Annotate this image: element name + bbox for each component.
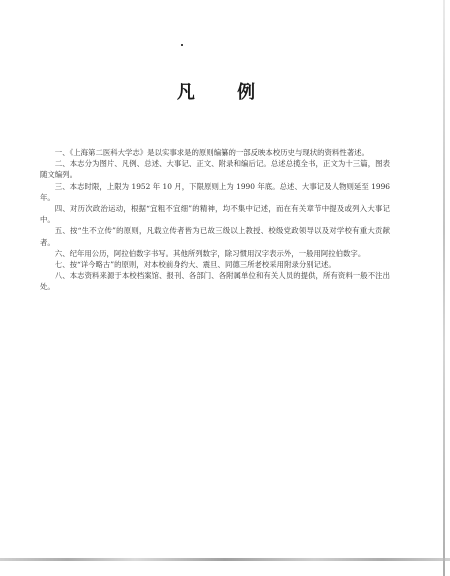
paragraph-7: 七、按“详今略古”的原则，对本校前身约大、震旦、同德三所老校采用附录分别记述。: [54, 260, 336, 270]
scan-edge-shadow: [443, 0, 445, 576]
scan-bottom-edge: [0, 558, 450, 561]
paragraph-4: 四、对历次政治运动，根据“宜粗不宜细”的精神，均不集中记述，而在有关章节中提及或列入大事记中。: [40, 204, 390, 225]
page-title: 凡 例: [176, 82, 274, 103]
paragraph-6: 六、纪年用公历，阿拉伯数字书写。其他所列数字，除习惯用汉字表示外，一般用阿拉伯数字。: [54, 248, 366, 258]
body-text: [40, 147, 390, 293]
scan-speck: [181, 44, 183, 46]
paragraph-3: 三、本志时限，上限为 1952 年 10 月，下限原则上为 1990 年底。总述、大事记及人物则延至 1996 年。: [40, 181, 390, 202]
paragraph-5: 五、按“生不立传”的原则，凡载立传者皆为已故三级以上教授、校级党政领导以及对学校有重大贡献者。: [40, 226, 390, 247]
paragraph-1: 一、《上海第二医科大学志》是以实事求是的原则编纂的一部反映本校历史与现状的资料性著述。: [54, 148, 369, 157]
paragraph-8: 八、本志资料来源于本校档案馆、报刊、各部门、各附属单位和有关人员的提供，所有资料一般不注出处。: [40, 271, 390, 292]
paragraph-2: 二、本志分为图片、凡例、总述、大事记、正文、附录和编后记。总述总揽全书，正文为十三篇，图表随文编列。: [40, 159, 390, 180]
